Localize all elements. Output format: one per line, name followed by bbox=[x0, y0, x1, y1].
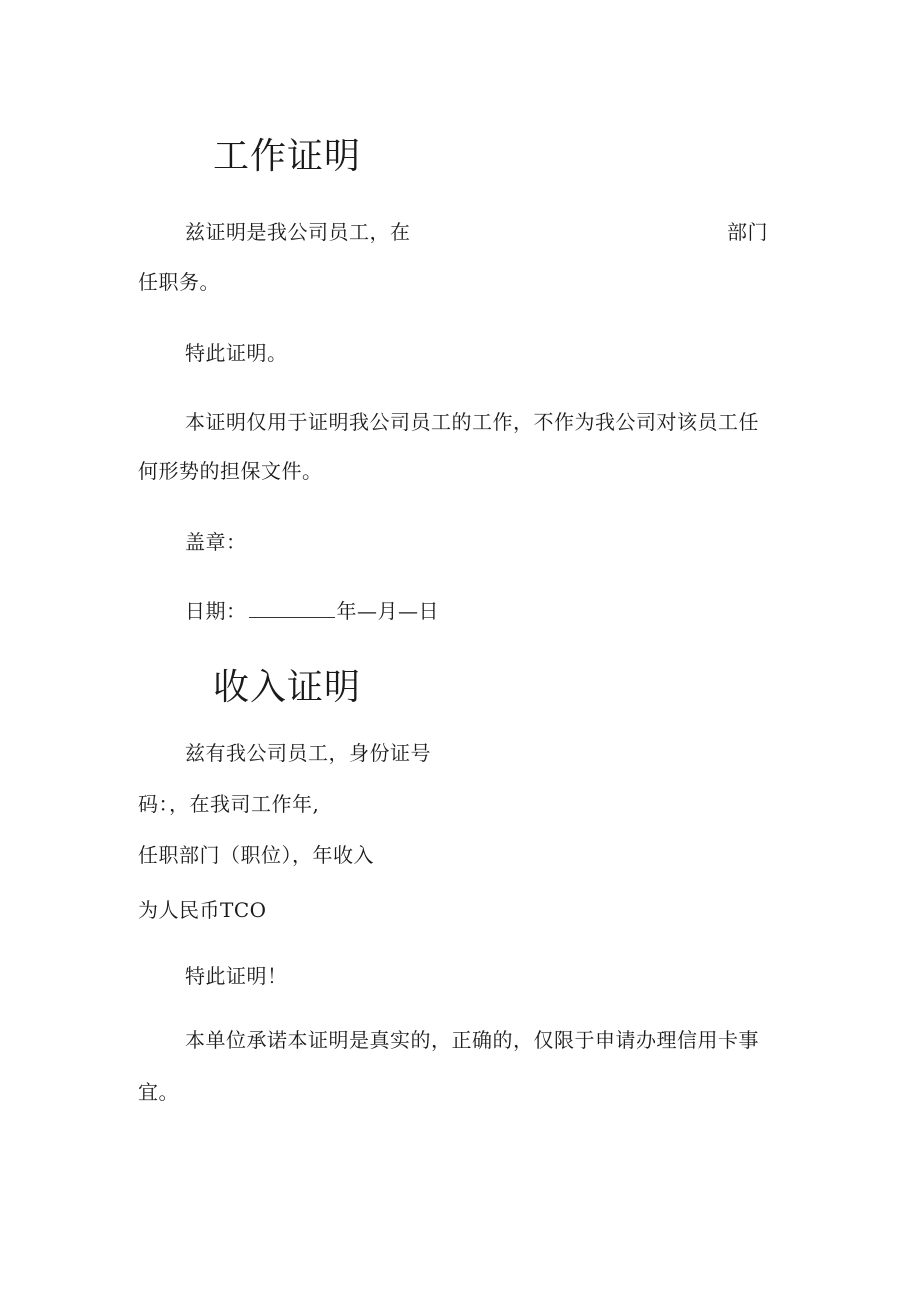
work-cert-line1-end: 部门 bbox=[727, 220, 768, 244]
work-cert-line1-start: 兹证明是我公司员工，在 bbox=[185, 220, 411, 244]
work-cert-disclaimer-line1: 本证明仅用于证明我公司员工的工作，不作为我公司对该员工任 bbox=[185, 410, 759, 434]
income-cert-promise-line1: 本单位承诺本证明是真实的，正确的，仅限于申请办理信用卡事 bbox=[185, 1028, 759, 1052]
income-cert-title: 收入证明 bbox=[213, 667, 362, 708]
date-label: 日期： bbox=[185, 599, 247, 623]
work-cert-line2: 任职务。 bbox=[138, 270, 220, 294]
date-suffix: 年—月—日 bbox=[336, 599, 439, 623]
work-cert-date-line bbox=[185, 595, 439, 624]
income-cert-line1: 兹有我公司员工，身份证号 bbox=[185, 741, 431, 765]
date-blank bbox=[249, 599, 335, 618]
income-cert-line2: 码：，在我司工作年, bbox=[138, 792, 320, 816]
income-cert-line4: 为人民币TCO bbox=[138, 898, 267, 922]
work-cert-disclaimer-line2: 何形势的担保文件。 bbox=[138, 459, 323, 483]
work-cert-seal-label: 盖章： bbox=[185, 530, 247, 554]
income-cert-promise-line2: 宜。 bbox=[138, 1080, 179, 1104]
work-cert-title: 工作证明 bbox=[213, 136, 362, 177]
work-cert-hereby: 特此证明。 bbox=[185, 341, 288, 365]
income-cert-hereby: 特此证明！ bbox=[185, 964, 288, 988]
income-cert-line3: 任职部门（职位），年收入 bbox=[138, 843, 374, 867]
